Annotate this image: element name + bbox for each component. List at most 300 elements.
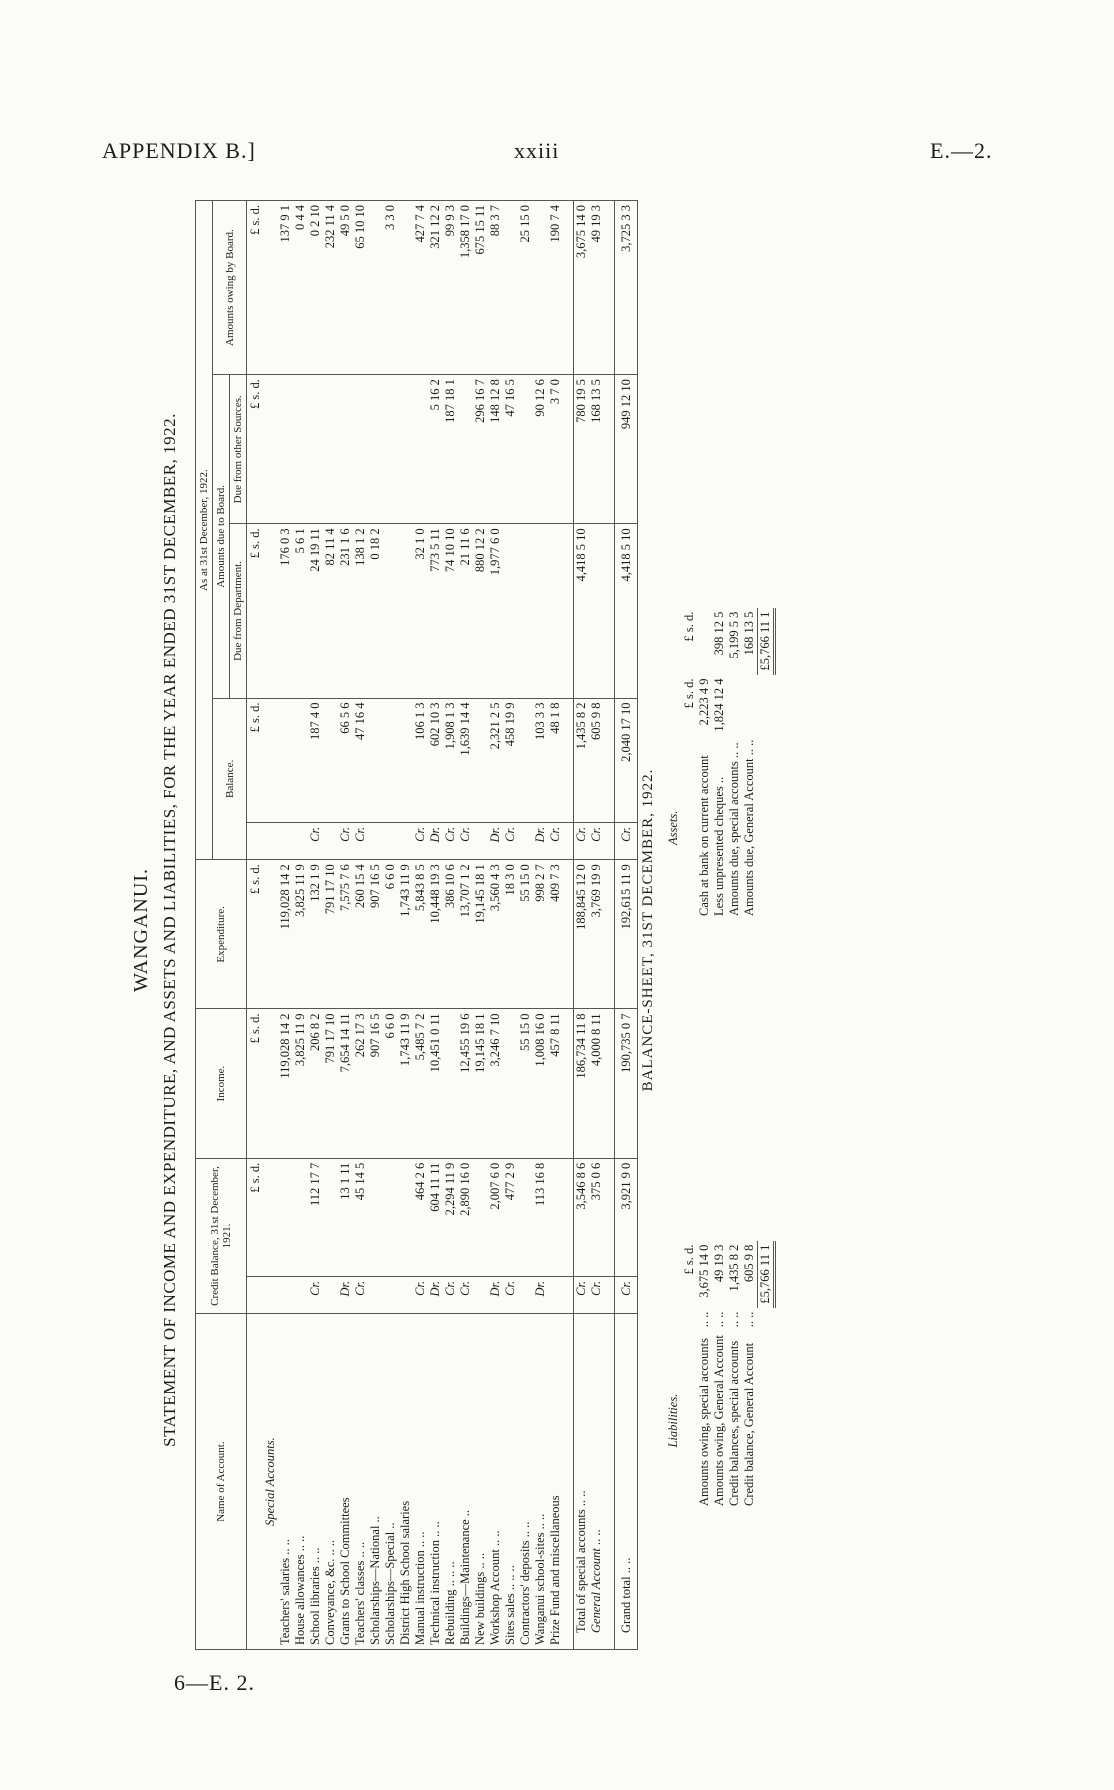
liabilities-table	[665, 1241, 776, 1510]
assets-heading: Assets.	[666, 810, 680, 846]
balance-prefix: Cr.	[353, 822, 368, 859]
liability-row	[697, 1241, 712, 1510]
balance-prefix: Cr.	[503, 822, 518, 859]
amount-owing: 321 12 2	[428, 201, 443, 375]
empty-cell	[263, 201, 278, 375]
credit-prefix	[518, 1276, 533, 1313]
amount-owing	[503, 201, 518, 375]
unit-cell: £ s. d.	[247, 1158, 264, 1276]
credit-balance	[518, 1158, 533, 1276]
credit-balance: 3,921 9 0	[615, 1158, 638, 1276]
liability-dots: .. ..	[712, 1311, 726, 1328]
table-row	[488, 201, 503, 1650]
liability-name: Credit balance, General Account	[742, 1342, 757, 1506]
credit-prefix	[473, 1276, 488, 1313]
account-name: Rebuilding .. .. ..	[443, 1314, 458, 1650]
balance	[518, 698, 533, 822]
income: 186,734 11 8	[574, 1009, 590, 1158]
due-from-department: 138 1 2	[353, 524, 368, 698]
account-name: Prize Fund and miscellaneous	[548, 1314, 563, 1650]
col-name: Name of Account.	[196, 1314, 247, 1650]
liability-dots: .. ..	[727, 1311, 741, 1328]
expenditure: 5,843 8 5	[413, 860, 428, 1009]
asset-amount-inner	[742, 675, 758, 736]
expenditure: 13,707 1 2	[458, 860, 473, 1009]
expenditure: 3,769 19 9	[589, 860, 604, 1009]
table-row	[458, 201, 473, 1650]
due-from-other	[518, 375, 533, 524]
balance-prefix: Cr.	[443, 822, 458, 859]
liability-row	[712, 1241, 727, 1510]
credit-prefix: Cr.	[443, 1276, 458, 1313]
balance	[398, 698, 413, 822]
empty-cell	[563, 1276, 574, 1313]
amount-owing: 427 7 4	[413, 201, 428, 375]
income: 907 16 5	[368, 1009, 383, 1158]
liability-name: Credit balances, special accounts	[727, 1340, 741, 1506]
due-from-other	[323, 375, 338, 524]
balance	[278, 698, 293, 822]
balance: 458 19 9	[503, 698, 518, 822]
col-income: Income.	[196, 1009, 247, 1158]
expenditure: 998 2 7	[533, 860, 548, 1009]
credit-balance: 113 16 8	[533, 1158, 548, 1276]
col-owing: Amounts owing by Board.	[213, 201, 247, 375]
balance: 66 5 6	[338, 698, 353, 822]
amount-owing: 99 9 3	[443, 201, 458, 375]
credit-prefix: Cr.	[308, 1276, 323, 1313]
credit-prefix: Cr.	[503, 1276, 518, 1313]
due-from-other	[293, 375, 308, 524]
income: 5,485 7 2	[413, 1009, 428, 1158]
unit-cell: £ s. d.	[247, 201, 264, 375]
empty-cell	[263, 860, 278, 1009]
expenditure: 907 16 5	[368, 860, 383, 1009]
due-from-other: 296 16 7	[473, 375, 488, 524]
balance: 106 1 3	[413, 698, 428, 822]
credit-balance	[548, 1158, 563, 1276]
credit-balance: 375 0 6	[589, 1158, 604, 1276]
asset-amount-outer: 168 13 5	[742, 611, 756, 656]
empty-cell	[604, 698, 615, 822]
due-from-department: 4,418 5 10	[574, 524, 590, 698]
account-name: General Account .. ..	[589, 1314, 604, 1650]
liab-unit-row: £ s. d.	[682, 1244, 696, 1275]
balance	[368, 698, 383, 822]
due-from-department	[518, 524, 533, 698]
table-row	[443, 201, 458, 1650]
amount-owing: 0 2 10	[308, 201, 323, 375]
balance: 2,040 17 10	[615, 698, 638, 822]
unit-cell: £ s. d.	[247, 375, 264, 524]
expenditure: 260 15 4	[353, 860, 368, 1009]
statement-table	[195, 200, 638, 1650]
expenditure: 132 1 9	[308, 860, 323, 1009]
due-from-department: 4,418 5 10	[615, 524, 638, 698]
account-name: Scholarships—National ..	[368, 1314, 383, 1650]
account-name: Workshop Account .. ..	[488, 1314, 503, 1650]
col-expenditure: Expenditure.	[196, 860, 247, 1009]
liabilities-heading: Liabilities.	[666, 1393, 680, 1448]
expenditure: 7,575 7 6	[338, 860, 353, 1009]
due-from-department: 880 12 2	[473, 524, 488, 698]
due-from-other	[308, 375, 323, 524]
balance-prefix	[518, 822, 533, 859]
assets-table	[665, 608, 776, 920]
balance	[473, 698, 488, 822]
credit-balance: 2,890 16 0	[458, 1158, 473, 1276]
amount-owing: 65 10 10	[353, 201, 368, 375]
amount-owing: 137 9 1	[278, 201, 293, 375]
empty-cell	[263, 375, 278, 524]
asset-amount-outer: 398 12 5	[712, 611, 726, 656]
balance-prefix	[323, 822, 338, 859]
empty-cell	[604, 860, 615, 1009]
amount-owing	[533, 201, 548, 375]
asset-amount-inner: 1,824 12 4	[712, 678, 726, 732]
amount-owing	[368, 201, 383, 375]
empty-cell	[604, 1158, 615, 1276]
balance-prefix: Cr.	[308, 822, 323, 859]
unit-cell: £ s. d.	[247, 860, 264, 1009]
account-name: Technical instruction .. ..	[428, 1314, 443, 1650]
income: 7,654 14 11	[338, 1009, 353, 1158]
due-from-other	[338, 375, 353, 524]
income: 3,246 7 10	[488, 1009, 503, 1158]
expenditure: 1,743 11 9	[398, 860, 413, 1009]
credit-prefix	[323, 1276, 338, 1313]
liabilities-total: £5,766 11 1	[758, 1241, 775, 1308]
balance: 1,435 8 2	[574, 698, 590, 822]
due-from-department: 32 1 0	[413, 524, 428, 698]
due-from-other: 780 19 5	[574, 375, 590, 524]
amount-owing: 3 3 0	[383, 201, 398, 375]
due-from-department: 24 19 11	[308, 524, 323, 698]
due-from-department: 21 11 6	[458, 524, 473, 698]
document-code: E.—2.	[930, 138, 993, 163]
balance: 1,908 1 3	[443, 698, 458, 822]
spacer-row	[604, 201, 615, 1650]
due-from-department	[533, 524, 548, 698]
due-from-other: 47 16 5	[503, 375, 518, 524]
credit-prefix	[293, 1276, 308, 1313]
account-name: Grants to School Committees	[338, 1314, 353, 1650]
income: 119,028 14 2	[278, 1009, 293, 1158]
credit-balance: 464 2 6	[413, 1158, 428, 1276]
account-name: Teachers' classes .. ..	[353, 1314, 368, 1650]
account-name: Buildings—Maintenance ..	[458, 1314, 473, 1650]
table-row	[293, 201, 308, 1650]
account-name: District High School salaries	[398, 1314, 413, 1650]
income: 1,008 16 0	[533, 1009, 548, 1158]
account-name: School libraries .. ..	[308, 1314, 323, 1650]
asset-name: Less unpresented cheques ..	[712, 776, 726, 916]
expenditure: 3,560 4 3	[488, 860, 503, 1009]
credit-balance	[368, 1158, 383, 1276]
expenditure: 791 17 10	[323, 860, 338, 1009]
due-from-department	[383, 524, 398, 698]
account-name: House allowances .. ..	[293, 1314, 308, 1650]
account-name: Grand total .. ..	[615, 1314, 638, 1650]
balance-prefix	[383, 822, 398, 859]
income: 206 8 2	[308, 1009, 323, 1158]
income: 19,145 18 1	[473, 1009, 488, 1158]
empty-cell	[263, 822, 278, 859]
balance-prefix: Cr.	[589, 822, 604, 859]
empty-cell	[263, 1009, 278, 1158]
balance-sheet-title: BALANCE-SHEET, 31ST DECEMBER, 1922.	[640, 768, 656, 1092]
empty-cell	[263, 698, 278, 822]
empty-cell	[263, 524, 278, 698]
asset-row	[727, 608, 742, 920]
table-row	[428, 201, 443, 1650]
table-row	[503, 201, 518, 1650]
due-from-other: 949 12 10	[615, 375, 638, 524]
asset-amount-outer	[697, 608, 712, 675]
credit-prefix: Cr.	[574, 1276, 590, 1313]
expenditure: 55 15 0	[518, 860, 533, 1009]
credit-prefix	[383, 1276, 398, 1313]
amount-owing	[398, 201, 413, 375]
empty-cell	[604, 1314, 615, 1650]
credit-balance: 2,294 11 9	[443, 1158, 458, 1276]
balance-prefix: Cr.	[615, 822, 638, 859]
amount-owing: 88 3 7	[488, 201, 503, 375]
unit-cell: £ s. d.	[247, 698, 264, 822]
rotated-statement	[0, 180, 910, 1680]
account-name: Teachers' salaries .. ..	[278, 1314, 293, 1650]
empty-cell	[604, 1009, 615, 1158]
balance: 47 16 4	[353, 698, 368, 822]
unit-cell	[247, 822, 264, 859]
balance	[293, 698, 308, 822]
due-from-department: 1,977 6 0	[488, 524, 503, 698]
unit-cell	[247, 1276, 264, 1313]
table-row	[413, 201, 428, 1650]
income	[503, 1009, 518, 1158]
balance-prefix	[473, 822, 488, 859]
liability-dots: .. ..	[742, 1311, 757, 1328]
due-from-other: 148 12 8	[488, 375, 503, 524]
expenditure: 188,845 12 0	[574, 860, 590, 1009]
income: 6 6 0	[383, 1009, 398, 1158]
account-name: Scholarships—Special ..	[383, 1314, 398, 1650]
table-row	[589, 201, 604, 1650]
balance	[323, 698, 338, 822]
amount-owing: 3,725 3 3	[615, 201, 638, 375]
asset-name: Amounts due, special accounts .. ..	[727, 742, 741, 916]
amount-owing: 232 11 4	[323, 201, 338, 375]
expenditure: 386 10 6	[443, 860, 458, 1009]
empty-cell	[604, 524, 615, 698]
expenditure: 409 7 3	[548, 860, 563, 1009]
section-label: Special Accounts.	[263, 1314, 278, 1650]
account-name: New buildings .. ..	[473, 1314, 488, 1650]
expenditure: 192,615 11 9	[615, 860, 638, 1009]
balance-prefix: Dr.	[488, 822, 503, 859]
empty-cell	[563, 1314, 574, 1650]
due-from-other	[398, 375, 413, 524]
table-row	[383, 201, 398, 1650]
account-name: Wanganui school-sites .. ..	[533, 1314, 548, 1650]
credit-prefix	[398, 1276, 413, 1313]
asset-row	[697, 608, 712, 920]
assets-unit-col1: £ s. d.	[682, 678, 696, 709]
due-from-department	[398, 524, 413, 698]
credit-balance: 477 2 9	[503, 1158, 518, 1276]
credit-prefix: Dr.	[428, 1276, 443, 1313]
income: 457 8 11	[548, 1009, 563, 1158]
empty-cell	[263, 1276, 278, 1313]
empty-cell	[563, 524, 574, 698]
expenditure: 18 3 0	[503, 860, 518, 1009]
balance-prefix	[398, 822, 413, 859]
credit-balance: 2,007 6 0	[488, 1158, 503, 1276]
balance: 48 1 8	[548, 698, 563, 822]
amount-owing: 49 19 3	[589, 201, 604, 375]
due-from-department: 231 1 6	[338, 524, 353, 698]
asset-row	[742, 608, 758, 920]
asset-amount-inner	[727, 675, 742, 736]
asset-row	[712, 608, 727, 920]
credit-prefix: Dr.	[488, 1276, 503, 1313]
amount-owing: 1,358 17 0	[458, 201, 473, 375]
assets-unit-col2: £ s. d.	[682, 611, 696, 642]
expenditure: 119,028 14 2	[278, 860, 293, 1009]
table-row	[615, 201, 638, 1650]
account-name: Sites sales .. .. ..	[503, 1314, 518, 1650]
empty-cell	[604, 375, 615, 524]
credit-prefix: Cr.	[589, 1276, 604, 1313]
liability-amount: 3,675 14 0	[697, 1244, 711, 1298]
credit-balance: 13 1 11	[338, 1158, 353, 1276]
credit-prefix: Cr.	[413, 1276, 428, 1313]
due-from-department	[503, 524, 518, 698]
income: 190,735 0 7	[615, 1009, 638, 1158]
spacer-row	[563, 201, 574, 1650]
empty-cell	[563, 1009, 574, 1158]
expenditure: 19,145 18 1	[473, 860, 488, 1009]
unit-cell	[247, 1314, 264, 1650]
balance: 187 4 0	[308, 698, 323, 822]
balance-prefix: Dr.	[533, 822, 548, 859]
table-row	[473, 201, 488, 1650]
due-from-other: 90 12 6	[533, 375, 548, 524]
unit-cell: £ s. d.	[247, 524, 264, 698]
due-from-other	[353, 375, 368, 524]
balance-prefix: Cr.	[338, 822, 353, 859]
table-row	[353, 201, 368, 1650]
amount-owing: 25 15 0	[518, 201, 533, 375]
table-row	[533, 201, 548, 1650]
due-from-other	[368, 375, 383, 524]
liability-amount: 49 19 3	[712, 1244, 726, 1283]
account-name: Conveyance, &c. .. ..	[323, 1314, 338, 1650]
statement-title: STATEMENT OF INCOME AND EXPENDITURE, AND ASSETS AND LIABILITIES, FOR THE YEAR ENDED 31ST DECEMBER, 1922.	[160, 413, 179, 1447]
balance: 2,321 2 5	[488, 698, 503, 822]
credit-prefix	[368, 1276, 383, 1313]
balance-prefix: Cr.	[458, 822, 473, 859]
table-row	[278, 201, 293, 1650]
due-from-other	[278, 375, 293, 524]
expenditure: 6 6 0	[383, 860, 398, 1009]
credit-balance	[293, 1158, 308, 1276]
amount-owing: 0 4 4	[293, 201, 308, 375]
balance-prefix: Cr.	[574, 822, 590, 859]
table-row	[368, 201, 383, 1650]
income	[443, 1009, 458, 1158]
liability-row	[742, 1241, 758, 1510]
due-from-department	[589, 524, 604, 698]
credit-prefix	[548, 1276, 563, 1313]
balance-prefix	[278, 822, 293, 859]
due-from-department	[548, 524, 563, 698]
due-from-other	[458, 375, 473, 524]
income: 791 17 10	[323, 1009, 338, 1158]
asset-name: Cash at bank on current account	[697, 755, 711, 916]
due-from-department: 773 5 11	[428, 524, 443, 698]
empty-cell	[563, 822, 574, 859]
amount-owing: 190 7 4	[548, 201, 563, 375]
income: 55 15 0	[518, 1009, 533, 1158]
empty-cell	[563, 201, 574, 375]
footer-signature: 6—E. 2.	[174, 1670, 255, 1695]
credit-balance	[323, 1158, 338, 1276]
asset-amount-inner: 2,223 4 9	[697, 678, 711, 726]
liability-amount: 1,435 8 2	[727, 1244, 741, 1292]
liability-row	[727, 1241, 742, 1510]
due-from-department: 82 11 4	[323, 524, 338, 698]
income: 262 17 3	[353, 1009, 368, 1158]
amount-owing: 3,675 14 0	[574, 201, 590, 375]
table-row	[548, 201, 563, 1650]
credit-balance: 3,546 8 6	[574, 1158, 590, 1276]
section-row	[263, 201, 278, 1650]
col-due-dept: Due from Department.	[230, 524, 247, 698]
balance-prefix: Cr.	[413, 822, 428, 859]
empty-cell	[563, 375, 574, 524]
col-as-at: As at 31st December, 1922.	[196, 201, 213, 860]
balance: 602 10 3	[428, 698, 443, 822]
due-from-department: 74 10 10	[443, 524, 458, 698]
table-row	[308, 201, 323, 1650]
account-name: Manual instruction .. ..	[413, 1314, 428, 1650]
expenditure: 3,825 11 9	[293, 860, 308, 1009]
balance	[383, 698, 398, 822]
empty-cell	[604, 822, 615, 859]
col-credit: Credit Balance, 31st December, 1921.	[196, 1158, 247, 1313]
credit-prefix: Cr.	[615, 1276, 638, 1313]
assets-total: £5,766 11 1	[758, 608, 775, 675]
due-from-other: 3 7 0	[548, 375, 563, 524]
credit-prefix: Cr.	[353, 1276, 368, 1313]
asset-amount-outer: 5,199 5 3	[727, 611, 741, 659]
due-from-other	[413, 375, 428, 524]
income: 1,743 11 9	[398, 1009, 413, 1158]
statement-body	[247, 201, 638, 1650]
table-row	[323, 201, 338, 1650]
account-name: Total of special accounts .. ..	[574, 1314, 590, 1650]
due-from-other: 5 16 2	[428, 375, 443, 524]
header-appendix: APPENDIX B.]	[102, 138, 256, 163]
balance: 103 3 3	[533, 698, 548, 822]
balance-prefix: Dr.	[428, 822, 443, 859]
district-title: WANGANUI.	[130, 868, 152, 992]
credit-balance: 112 17 7	[308, 1158, 323, 1276]
asset-name: Amounts due, General Account .. ..	[742, 739, 757, 916]
empty-cell	[604, 201, 615, 375]
balance: 605 9 8	[589, 698, 604, 822]
